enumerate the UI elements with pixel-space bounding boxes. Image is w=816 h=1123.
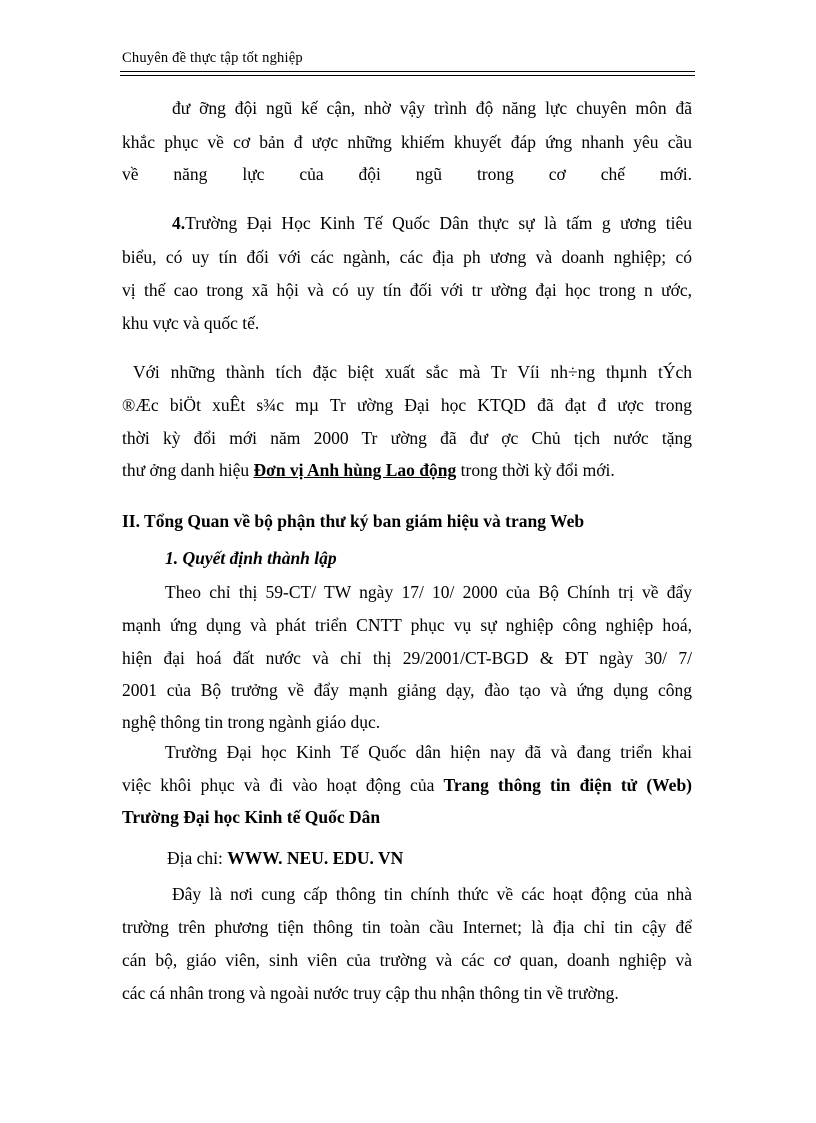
para3-line2: ®Æc biÖt xuÊt s¾c mµ Tr ường Đại học KTQD đã đạt đ ược trong (122, 395, 692, 415)
para2-line2: biểu, có uy tín đối với các ngành, các địa ph ương và doanh nghiệp; có (122, 247, 692, 267)
header-rule-thick (120, 71, 695, 72)
section-2-heading: II. Tổng Quan về bộ phận thư ký ban giám hiệu và trang Web (122, 511, 585, 531)
web-portal-name: Trang thông tin điện tử (Web) (443, 775, 693, 795)
para4-line5: nghệ thông tin trong ngành giáo dục. (122, 712, 381, 732)
para5-line1: Trường Đại học Kinh Tế Quốc dân hiện nay đã và đang triển khai (165, 742, 692, 762)
para2-number: 4. (172, 213, 186, 233)
para2-line4: khu vực và quốc tế. (122, 313, 260, 333)
para6-line4: các cá nhân trong và ngoài nước truy cập thu nhận thông tin về trường. (122, 983, 619, 1003)
para6-line3: cán bộ, giáo viên, sinh viên của trường và các cơ quan, doanh nghiệp và (122, 950, 692, 970)
para4-line3: hiện đại hoá đất nước và chỉ thị 29/2001/CT-BGD & ĐT ngày 30/ 7/ (122, 648, 692, 668)
header-title: Chuyên đề thực tập tốt nghiệp (122, 50, 303, 66)
address-label: Địa chỉ: (167, 848, 228, 868)
para5-line2 (122, 774, 692, 796)
para4-line4: 2001 của Bộ trưởng về đẩy mạnh giảng dạy, đào tạo và ứng dụng công (122, 680, 692, 700)
subsection-1-heading: 1. Quyết định thành lập (165, 548, 337, 568)
address-line (167, 847, 737, 869)
para6-line2: trường trên phương tiện thông tin toàn cầu Internet; là địa chỉ tin cậy để (122, 917, 692, 937)
para4-line2: mạnh ứng dụng và phát triển CNTT phục vụ sự nghiệp công nghiệp hoá, (122, 615, 692, 635)
website-address: WWW. NEU. EDU. VN (227, 848, 404, 868)
para1-line2: khắc phục về cơ bản đ ược những khiếm khuyết đáp ứng nhanh yêu cầu (122, 132, 692, 152)
para3-line4-a: thư ởng danh hiệu (122, 460, 254, 480)
para1-line3: về năng lực của đội ngũ trong cơ chế mới. (122, 164, 692, 184)
para3-line1: Với những thành tích đặc biệt xuất sắc mà Tr Víi nh÷ng thµnh tÝch (133, 362, 692, 382)
para5-line2-a: việc khôi phục và đi vào hoạt động của (122, 775, 444, 795)
award-title: Đơn vị Anh hùng Lao động (253, 460, 457, 480)
para3-line4-c: trong thời kỳ đổi mới. (456, 460, 615, 480)
para2-line3: vị thế cao trong xã hội và có uy tín đối với tr ường đại học trong n ước, (122, 280, 692, 300)
para3-line4 (122, 459, 692, 481)
para4-line1: Theo chỉ thị 59-CT/ TW ngày 17/ 10/ 2000 của Bộ Chính trị về đẩy (165, 582, 692, 602)
para2-line1-text: Trường Đại Học Kinh Tế Quốc Dân thực sự là tấm g ương tiêu (185, 213, 692, 233)
para5-line3: Trường Đại học Kinh tế Quốc Dân (122, 807, 381, 827)
header-rule-thin (120, 75, 695, 76)
para3-line3: thời kỳ đổi mới năm 2000 Tr ường đã đư ợc Chủ tịch nước tặng (122, 428, 692, 448)
para6-line1: Đây là nơi cung cấp thông tin chính thức về các hoạt động của nhà (172, 884, 692, 904)
para1-line1: đư ỡng đội ngũ kế cận, nhờ vậy trình độ năng lực chuyên môn đã (172, 98, 692, 118)
para2-line1 (172, 212, 692, 234)
